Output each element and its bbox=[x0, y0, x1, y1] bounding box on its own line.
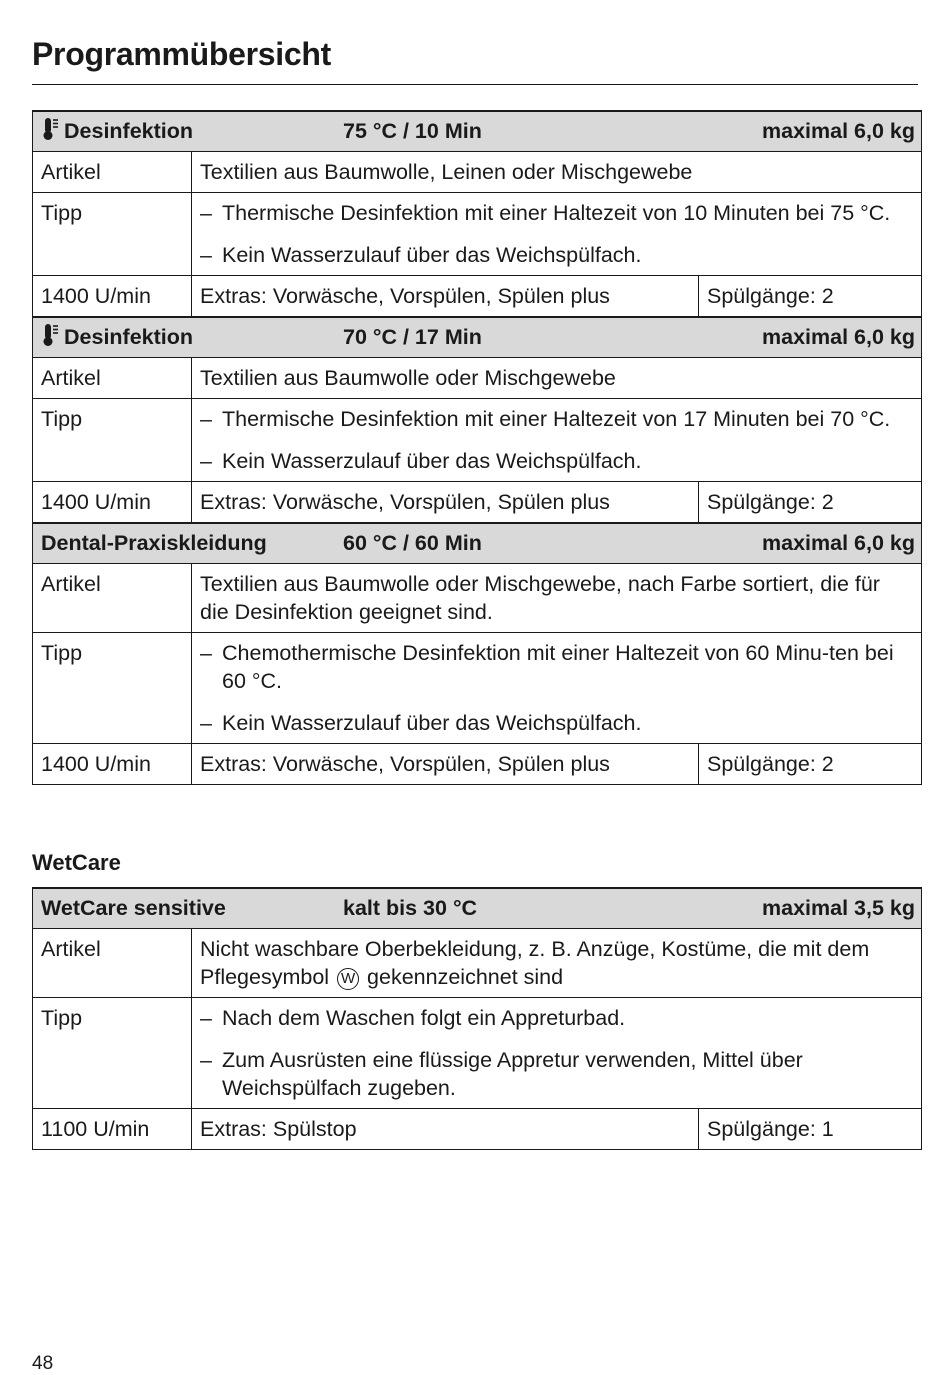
thermometer-icon bbox=[41, 117, 61, 141]
dash: – bbox=[200, 1048, 212, 1072]
artikel-text-part: Nicht waschbare Oberbekleidung, z. B. Anzüge, Kostüme, die mit dem Pflegesymbol bbox=[200, 937, 870, 989]
artikel-row bbox=[33, 152, 922, 193]
section-label: WetCare bbox=[32, 850, 121, 875]
rinse-count: Spülgänge: 1 bbox=[699, 1109, 922, 1150]
tip-item bbox=[200, 1004, 913, 1032]
spin-speed: 1400 U/min bbox=[33, 276, 192, 318]
tip-item bbox=[200, 447, 913, 475]
program-name bbox=[41, 323, 193, 351]
tip-text: Kein Wasserzulauf über das Weichspülfach. bbox=[222, 449, 642, 473]
dash: – bbox=[200, 201, 212, 225]
tipp-row bbox=[33, 633, 922, 744]
tipp-list-cell bbox=[192, 998, 922, 1109]
spin-speed: 1400 U/min bbox=[33, 744, 192, 785]
program-header bbox=[33, 317, 922, 358]
tipp-label: Tipp bbox=[33, 998, 192, 1109]
tip-text: Chemothermische Desinfektion mit einer Haltezeit von 60 Minu-ten bei 60 °C. bbox=[222, 641, 894, 693]
program-load: maximal 6,0 kg bbox=[762, 531, 915, 555]
artikel-text: Textilien aus Baumwolle, Leinen oder Mischgewebe bbox=[192, 152, 922, 193]
program-table bbox=[32, 110, 922, 785]
tip-item bbox=[200, 1046, 913, 1102]
dash: – bbox=[200, 449, 212, 473]
dash: – bbox=[200, 407, 212, 431]
tip-text: Thermische Desinfektion mit einer Haltezeit von 10 Minuten bei 75 °C. bbox=[222, 201, 891, 225]
program-load: maximal 6,0 kg bbox=[762, 325, 915, 349]
program-name: WetCare sensitive bbox=[41, 896, 226, 920]
program-name bbox=[41, 117, 193, 145]
artikel-row bbox=[33, 929, 922, 998]
program-name-text: Desinfektion bbox=[64, 325, 194, 349]
extras: Extras: Spülstop bbox=[192, 1109, 699, 1150]
tip-text: Zum Ausrüsten eine flüssige Appretur verwenden, Mittel über Weichspülfach zugeben. bbox=[222, 1048, 803, 1100]
program-name: Dental-Praxiskleidung bbox=[41, 531, 267, 555]
program-name-text: Desinfektion bbox=[64, 119, 194, 143]
artikel-label: Artikel bbox=[33, 152, 192, 193]
artikel-row bbox=[33, 564, 922, 633]
tip-item bbox=[200, 709, 913, 737]
settings-row bbox=[33, 276, 922, 318]
dash: – bbox=[200, 711, 212, 735]
tip-text: Thermische Desinfektion mit einer Haltezeit von 17 Minuten bei 70 °C. bbox=[222, 407, 891, 431]
spin-speed: 1100 U/min bbox=[33, 1109, 192, 1150]
care-symbol-icon: W bbox=[337, 968, 359, 990]
spin-speed: 1400 U/min bbox=[33, 482, 192, 524]
program-header bbox=[33, 523, 922, 564]
settings-row bbox=[33, 1109, 922, 1150]
rinse-count: Spülgänge: 2 bbox=[699, 482, 922, 524]
page-title: Programmübersicht bbox=[32, 36, 331, 72]
artikel-text: Textilien aus Baumwolle oder Mischgewebe, nach Farbe sortiert, die für die Desinfektion geeignet sind. bbox=[192, 564, 922, 633]
tip-text: Nach dem Waschen folgt ein Appreturbad. bbox=[222, 1006, 626, 1030]
tip-item bbox=[200, 639, 913, 695]
title-divider bbox=[32, 84, 918, 85]
tipp-label: Tipp bbox=[33, 633, 192, 744]
tipp-row bbox=[33, 998, 922, 1109]
tip-item bbox=[200, 405, 913, 433]
page-number: 48 bbox=[32, 1353, 54, 1374]
tipp-label: Tipp bbox=[33, 399, 192, 482]
tipp-row bbox=[33, 399, 922, 482]
program-load: maximal 3,5 kg bbox=[762, 896, 915, 920]
rinse-count: Spülgänge: 2 bbox=[699, 276, 922, 318]
tip-text: Kein Wasserzulauf über das Weichspülfach. bbox=[222, 711, 642, 735]
dash: – bbox=[200, 1006, 212, 1030]
artikel-label: Artikel bbox=[33, 358, 192, 399]
wetcare-table bbox=[32, 887, 922, 1150]
rinse-count: Spülgänge: 2 bbox=[699, 744, 922, 785]
extras: Extras: Vorwäsche, Vorspülen, Spülen plus bbox=[192, 276, 699, 318]
tip-item bbox=[200, 199, 913, 227]
artikel-row bbox=[33, 358, 922, 399]
artikel-text-part: gekennzeichnet sind bbox=[367, 965, 564, 989]
program-header bbox=[33, 888, 922, 929]
program-header bbox=[33, 111, 922, 152]
program-load: maximal 6,0 kg bbox=[762, 119, 915, 143]
thermometer-icon bbox=[41, 323, 61, 347]
extras: Extras: Vorwäsche, Vorspülen, Spülen plus bbox=[192, 482, 699, 524]
artikel-text: Textilien aus Baumwolle oder Mischgewebe bbox=[192, 358, 922, 399]
dash: – bbox=[200, 243, 212, 267]
tip-text: Kein Wasserzulauf über das Weichspülfach. bbox=[222, 243, 642, 267]
settings-row bbox=[33, 482, 922, 524]
tip-item bbox=[200, 241, 913, 269]
dash: – bbox=[200, 641, 212, 665]
tipp-list-cell bbox=[192, 399, 922, 482]
program-temperature: kalt bis 30 °C bbox=[343, 896, 478, 920]
tipp-label: Tipp bbox=[33, 193, 192, 276]
extras: Extras: Vorwäsche, Vorspülen, Spülen plus bbox=[192, 744, 699, 785]
program-temperature: 75 °C / 10 Min bbox=[343, 119, 482, 143]
settings-row bbox=[33, 744, 922, 785]
artikel-text bbox=[192, 929, 922, 998]
artikel-label: Artikel bbox=[33, 929, 192, 998]
artikel-label: Artikel bbox=[33, 564, 192, 633]
tipp-list-cell bbox=[192, 633, 922, 744]
tipp-row bbox=[33, 193, 922, 276]
program-temperature: 70 °C / 17 Min bbox=[343, 325, 482, 349]
program-temperature: 60 °C / 60 Min bbox=[343, 531, 482, 555]
tipp-list-cell bbox=[192, 193, 922, 276]
